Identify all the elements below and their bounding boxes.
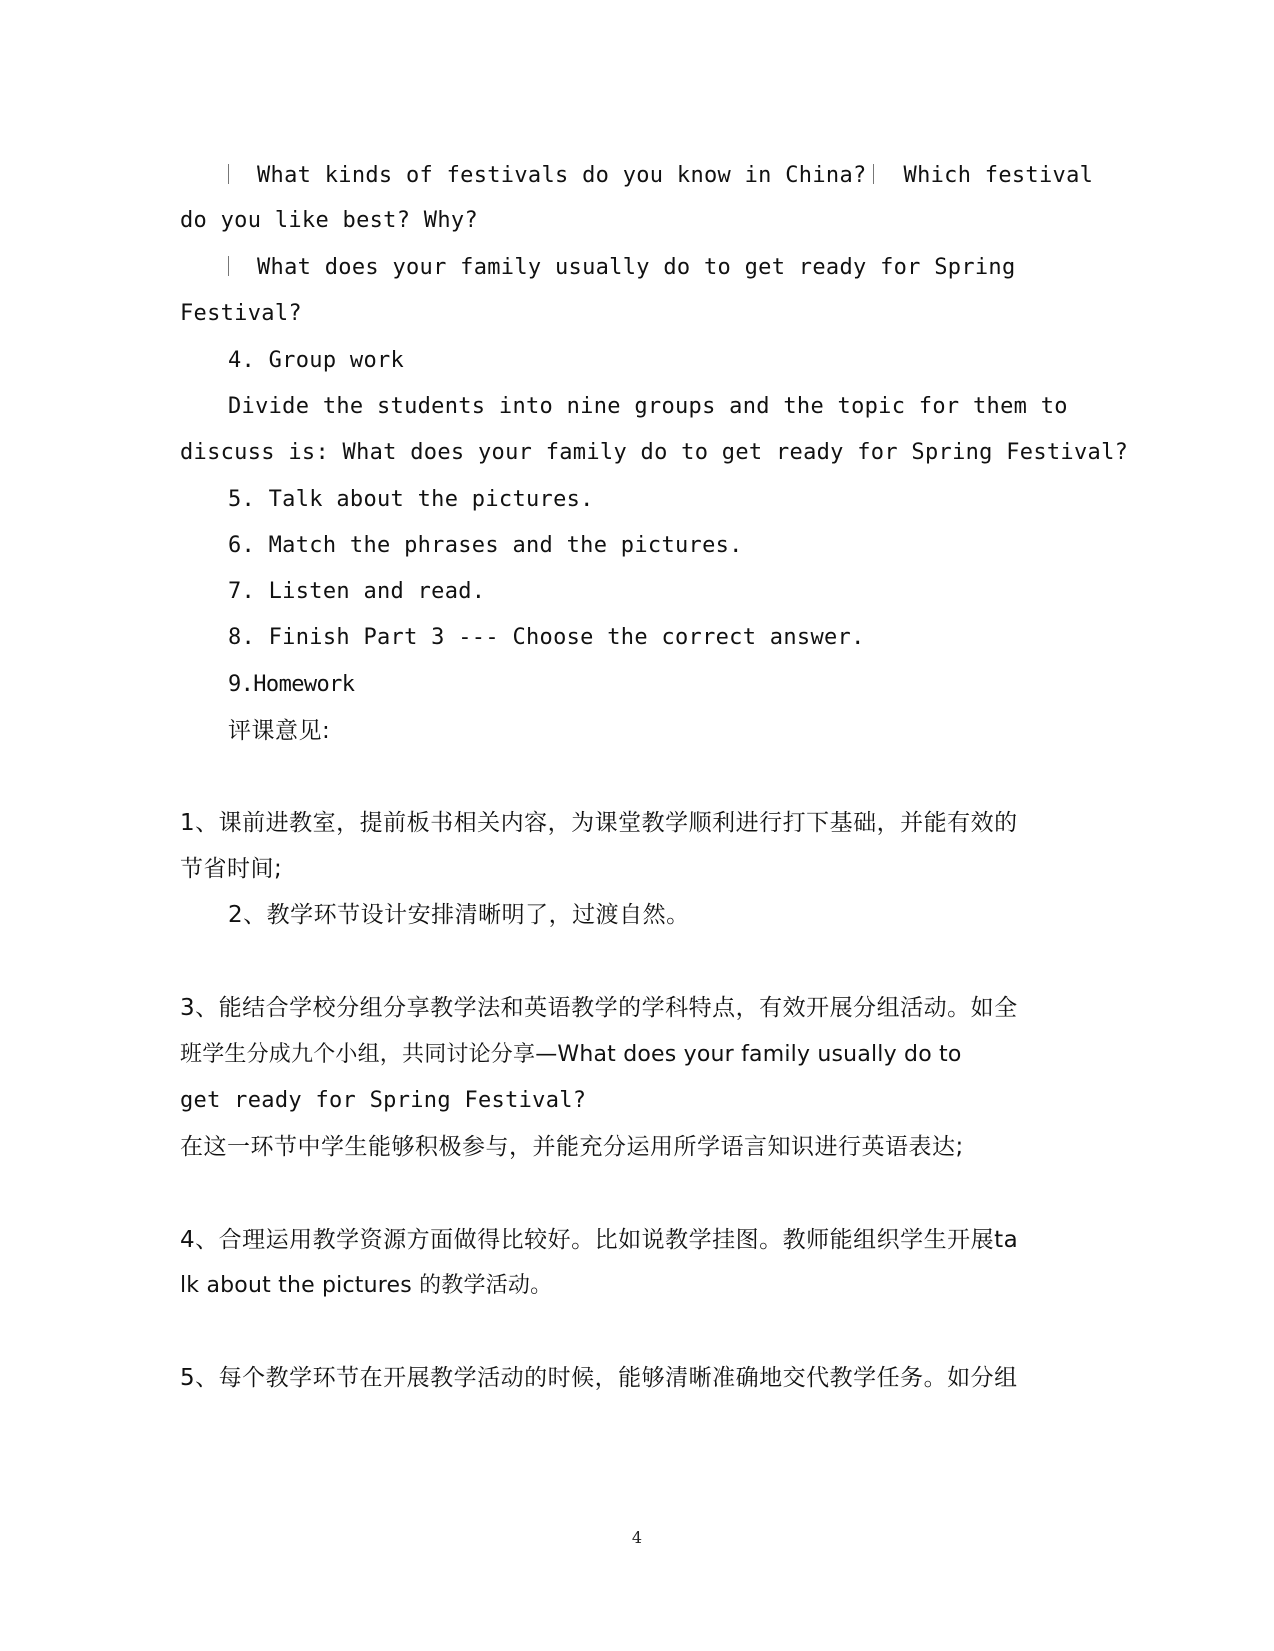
comment-3-question: get ready for Spring Festival? (180, 1088, 587, 1113)
step-4-description-wrap: discuss is: What does your family do to get ready for Spring Festival? (180, 440, 1129, 465)
bullet-marker (873, 164, 874, 184)
bullet-marker (228, 164, 229, 184)
comment-3-conclusion: 在这一环节中学生能够积极参与，并能充分运用所学语言知识进行英语表达; (180, 1134, 964, 1160)
step-6: 6. Match the phrases and the pictures. (228, 533, 743, 558)
question-1-continued: Which festival (903, 163, 1094, 188)
bullet-question-2 (228, 253, 1016, 283)
comment-4-wrap: lk about the pictures 的教学活动。 (180, 1273, 553, 1298)
comment-3: 3、能结合学校分组分享教学法和英语教学的学科特点，有效开展分组活动。如全 (180, 995, 1018, 1021)
step-4-heading: 4. Group work (228, 348, 405, 373)
comment-1: 1、课前进教室，提前板书相关内容，为课堂教学顺利进行打下基础，并能有效的 (180, 810, 1018, 836)
comment-3-wrap: 班学生分成九个小组，共同讨论分享—What does your family usually do to (180, 1042, 962, 1067)
comment-5: 5、每个教学环节在开展教学活动的时候，能够清晰准确地交代教学任务。如分组 (180, 1365, 1018, 1391)
question-1-wrap: do you like best? Why? (180, 208, 478, 233)
review-heading: 评课意见: (228, 718, 331, 744)
question-1-text: What kinds of festivals do you know in China? (257, 163, 867, 188)
comment-2: 2、教学环节设计安排清晰明了，过渡自然。 (228, 902, 690, 928)
step-9: 9.Homework (228, 672, 355, 697)
question-2-text: What does your family usually do to get ready for Spring (257, 255, 1016, 280)
page-number: 4 (631, 1528, 643, 1547)
step-7: 7. Listen and read. (228, 579, 486, 604)
step-8: 8. Finish Part 3 --- Choose the correct answer. (228, 625, 865, 650)
bullet-marker (228, 256, 229, 276)
step-5: 5. Talk about the pictures. (228, 487, 594, 512)
comment-4: 4、合理运用教学资源方面做得比较好。比如说教学挂图。教师能组织学生开展ta (180, 1227, 1019, 1253)
bullet-question-1 (228, 161, 1093, 191)
comment-1-wrap: 节省时间; (180, 856, 283, 882)
step-4-description: Divide the students into nine groups and the topic for them to (228, 394, 1068, 419)
question-2-wrap: Festival? (180, 301, 302, 326)
